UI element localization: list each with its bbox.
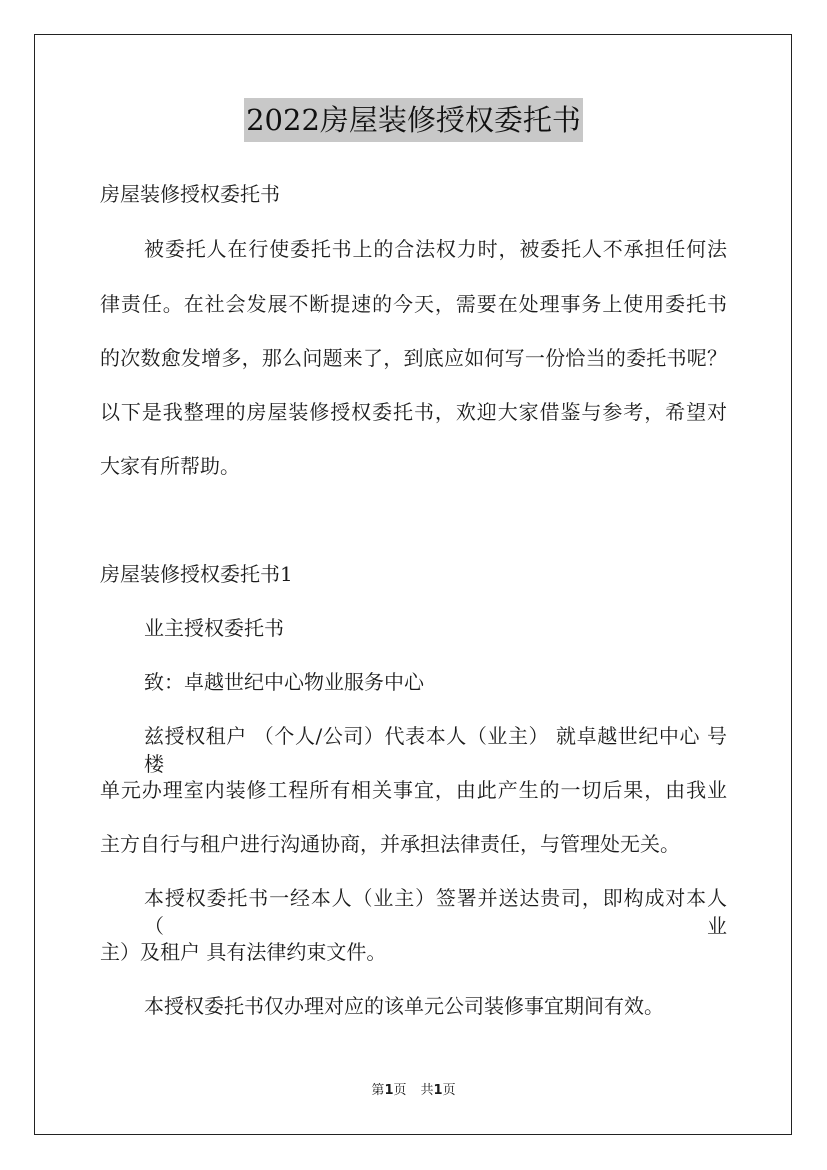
para2-line-1: 本授权委托书一经本人（业主）签署并送达贵司，即构成对本人（业 bbox=[144, 886, 727, 938]
para3-line: 本授权委托书仅办理对应的该单元公司装修事宜期间有效。 bbox=[144, 994, 664, 1018]
para1-line-3: 主方自行与租户进行沟通协商，并承担法律责任，与管理处无关。 bbox=[100, 832, 680, 856]
letter-title: 业主授权委托书 bbox=[144, 616, 284, 640]
para1-line-2: 单元办理室内装修工程所有相关事宜，由此产生的一切后果，由我业 bbox=[100, 778, 727, 802]
intro-line-3: 的次数愈发增多，那么问题来了，到底应如何写一份恰当的委托书呢？ bbox=[100, 346, 727, 370]
total-suffix: 页 bbox=[442, 1083, 456, 1098]
document-heading: 房屋装修授权委托书 bbox=[100, 182, 280, 206]
para1-line-1: 兹授权租户 （个人/公司）代表本人（业主） 就卓越世纪中心 号楼 bbox=[144, 724, 727, 776]
page-suffix: 页 bbox=[393, 1083, 407, 1098]
intro-line-4: 以下是我整理的房屋装修授权委托书，欢迎大家借鉴与参考，希望对 bbox=[100, 400, 727, 424]
para2-line-2: 主）及租户 具有法律约束文件。 bbox=[100, 940, 387, 964]
total-prefix: 共 bbox=[420, 1083, 434, 1098]
section-heading: 房屋装修授权委托书1 bbox=[100, 562, 293, 586]
recipient-line: 致：卓越世纪中心物业服务中心 bbox=[144, 670, 424, 694]
intro-line-5: 大家有所帮助。 bbox=[100, 454, 240, 478]
page-footer bbox=[0, 1082, 827, 1100]
document-title: 2022房屋装修授权委托书 bbox=[244, 98, 583, 142]
total-pages: 1 bbox=[433, 1083, 443, 1098]
intro-line-1: 被委托人在行使委托书上的合法权力时，被委托人不承担任何法 bbox=[144, 237, 727, 261]
title-container bbox=[0, 98, 827, 142]
page-number: 1 bbox=[384, 1083, 394, 1098]
intro-line-2: 律责任。在社会发展不断提速的今天，需要在处理事务上使用委托书 bbox=[100, 292, 727, 316]
page-prefix: 第 bbox=[371, 1083, 385, 1098]
